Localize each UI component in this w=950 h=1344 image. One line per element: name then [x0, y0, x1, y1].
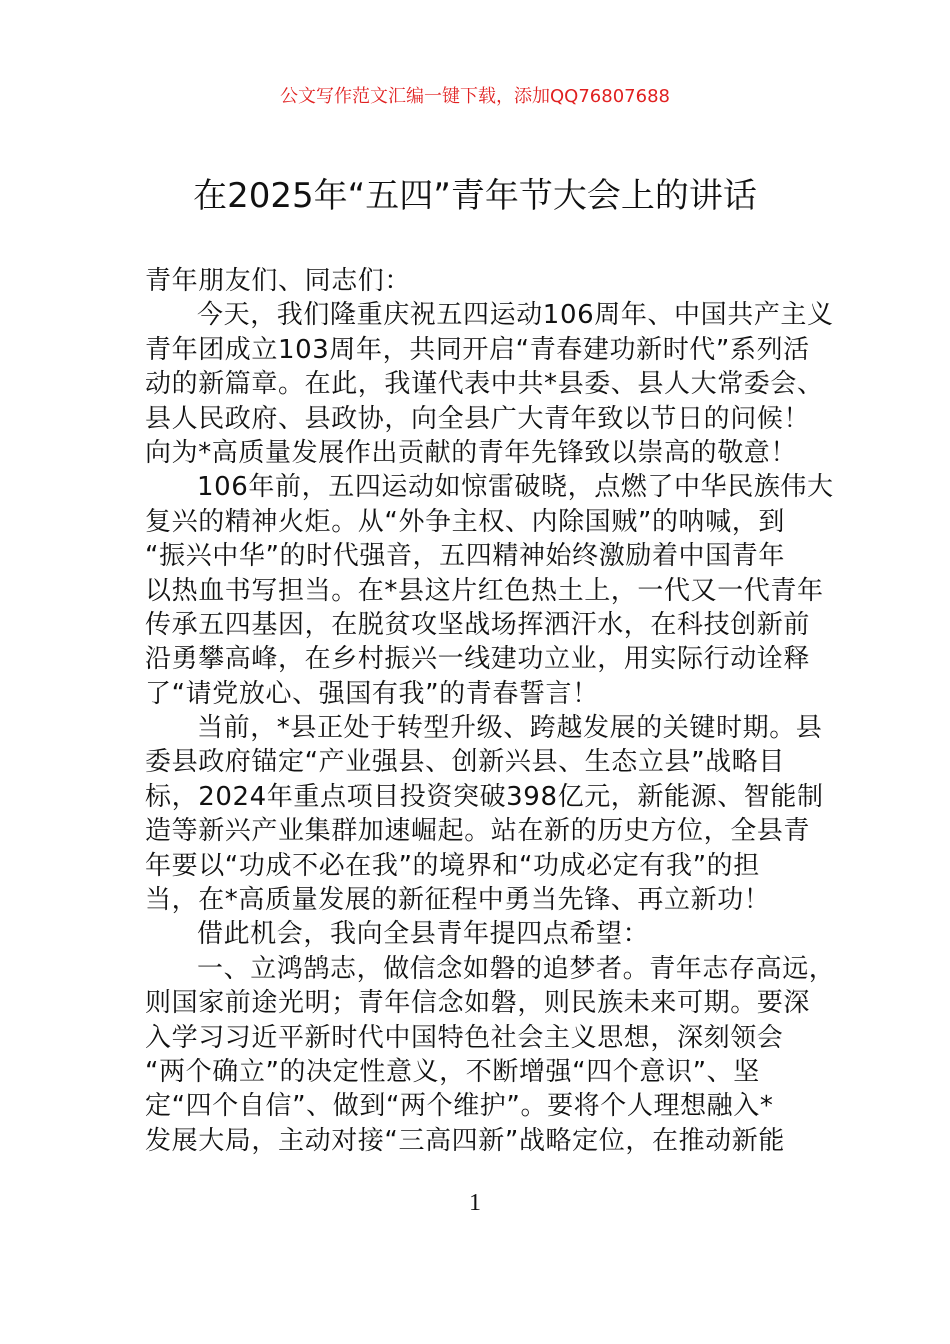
salutation: 青年朋友们、同志们： — [145, 266, 412, 296]
section-heading-line: 一、立鸿鹄志，做信念如磐的追梦者。青年志存高远， — [197, 953, 836, 984]
document-body — [145, 264, 836, 1158]
paragraph-line: 则国家前途光明；青年信念如磐，则民族未来可期。要深 — [145, 988, 811, 1019]
watermark-banner: 公文写作范文汇编一键下载，添加QQ76807688 — [280, 86, 670, 107]
page-number: 1 — [469, 1190, 481, 1216]
paragraph-line: 委县政府锚定“产业强县、创新兴县、生态立县”战略目 — [145, 747, 785, 778]
paragraph-line: “两个确立”的决定性意义，不断增强“四个意识”、坚 — [145, 1056, 760, 1087]
paragraph-line: 县人民政府、县政协，向全县广大青年致以节日的问候！ — [145, 403, 811, 434]
paragraph-line: 入学习习近平新时代中国特色社会主义思想，深刻领会 — [145, 1022, 784, 1053]
paragraph-line: 标，2024年重点项目投资突破398亿元，新能源、智能制 — [145, 781, 824, 812]
paragraph-line: 当前，*县正处于转型升级、跨越发展的关键时期。县 — [197, 713, 823, 744]
paragraph-line: 以热血书写担当。在*县这片红色热土上，一代又一代青年 — [145, 575, 824, 606]
paragraph-line: 复兴的精神火炬。从“外争主权、内除国贼”的呐喊，到 — [145, 506, 785, 537]
paragraph-line: 当，在*高质量发展的新征程中勇当先锋、再立新功！ — [145, 885, 771, 916]
paragraph-line: 发展大局，主动对接“三高四新”战略定位，在推动新能 — [145, 1125, 785, 1156]
paragraph-line: “振兴中华”的时代强音，五四精神始终激励着中国青年 — [145, 541, 785, 572]
paragraph-line: 106年前，五四运动如惊雷破晓，点燃了中华民族伟大 — [197, 472, 834, 503]
paragraph-line: 向为*高质量发展作出贡献的青年先锋致以崇高的敬意！ — [145, 437, 798, 468]
paragraph-line: 借此机会，我向全县青年提四点希望： — [197, 919, 650, 950]
paragraph-line: 造等新兴产业集群加速崛起。站在新的历史方位，全县青 — [145, 816, 811, 847]
paragraph-line: 动的新篇章。在此，我谨代表中共*县委、县人大常委会、 — [145, 369, 824, 400]
paragraph-line: 今天，我们隆重庆祝五四运动106周年、中国共产主义 — [197, 300, 834, 331]
paragraph-line: 了“请党放心、强国有我”的青春誓言！ — [145, 678, 599, 709]
paragraph-line: 传承五四基因，在脱贫攻坚战场挥洒汗水，在科技创新前 — [145, 609, 811, 640]
document-title: 在2025年“五四”青年节大会上的讲话 — [193, 176, 757, 216]
paragraph-line: 年要以“功成不必在我”的境界和“功成必定有我”的担 — [145, 850, 760, 881]
paragraph-line: 沿勇攀高峰，在乡村振兴一线建功立业，用实际行动诠释 — [145, 644, 811, 675]
paragraph-line: 青年团成立103周年，共同开启“青春建功新时代”系列活 — [145, 334, 810, 365]
paragraph-line: 定“四个自信”、做到“两个维护”。要将个人理想融入* — [145, 1091, 774, 1122]
